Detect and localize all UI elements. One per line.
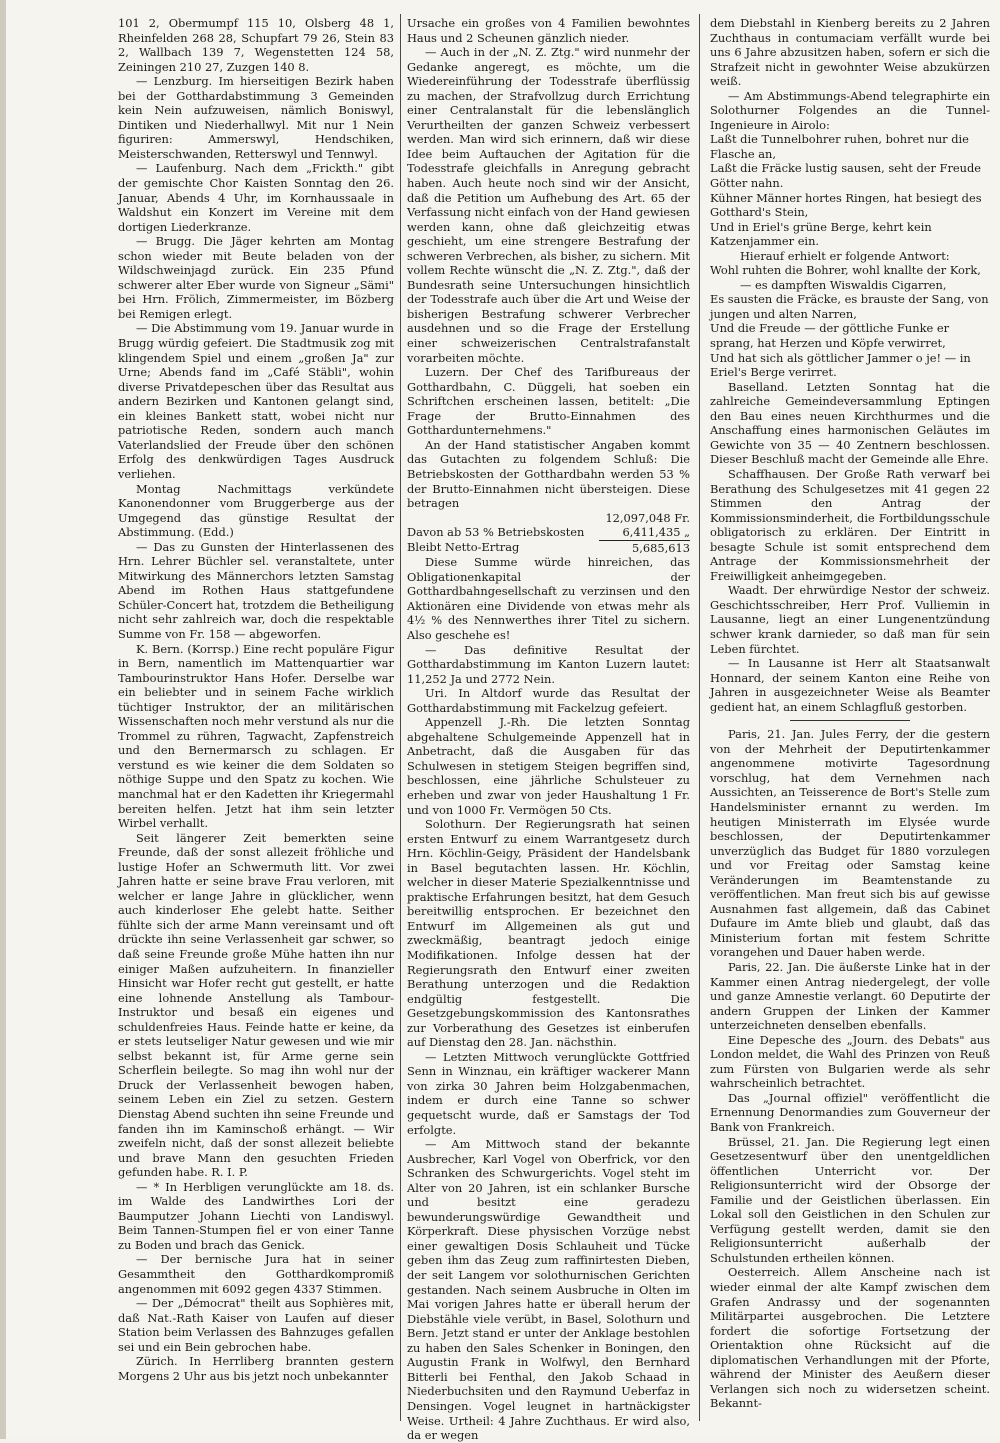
- article-paragraph: Oesterreich. Allem Anscheine nach ist wieder einmal der alte Kampf zwischen dem Grafen Andrassy und der sogenannten Militärpartei ausgebrochen. Die Letztere fordert die sofortige Fortsetzung der Orientaktion ohne Rücksicht auf die diplomatischen Verhandlungen mit der Pforte, während der Minister des Aeußern dieser Verlangen sich noch zu widersetzen scheint. Bekannt-: [710, 1265, 990, 1411]
- article-paragraph: — Lenzburg. Im hierseitigen Bezirk haben bei der Gotthardabstimmung 3 Gemeinden kein Nein aufzuweisen, nämlich Boniswyl, Dintiken und Niederhallwyl. Mit nur 1 Nein figuriren: Ammerswyl, Hendschiken, Meisterschwanden, Retterswyl und Tennwyl.: [118, 74, 394, 161]
- calc-label: [407, 511, 599, 526]
- calc-label: Davon ab 53 % Betriebskosten: [407, 525, 585, 540]
- article-paragraph: Seit längerer Zeit bemerkten seine Freunde, daß der sonst allezeit fröhliche und lustige Hofer an Schwermuth litt. Vor zwei Jahren hatte er seine brave Frau verloren, mit welcher er lange Jahre in glücklicher, wenn auch kinderloser Ehe gelebt hatte. Seither fühlte sich der arme Mann vereinsamt und oft drückte ihn seine Verlassenheit gar schwer, so daß seine Freunde große Mühe hatten ihn nur einiger Maßen aufzuheitern. In finanzieller Hinsicht war Hofer recht gut gestellt, er hatte eine lohnende Anstellung als Tambour-Instruktor und besaß ein eigenes und schuldenfreies Haus. Feinde hatte er keine, da er stets leutseliger Natur gewesen und wie mir selbst bekannt ist, für Arme gerne sein Scherflein beilegte. So mag ihn wohl nur der Druck der Verlassenheit bewogen haben, seinem Leben ein Ziel zu setzen. Gestern Dienstag Abend suchten ihn seine Freunde und fanden ihn im Kaminschoß erhängt. — Wir zweifeln nicht, daß der sonst allezeit beliebte und brave Mann den gesuchten Frieden gefunden habe. R. I. P.: [118, 830, 394, 1180]
- poem-line: Es sausten die Fräcke, es brauste der Sang, von jungen und alten Narren,: [710, 292, 989, 321]
- poem-line: Laßt die Fräcke lustig sausen, seht der Freude Götter nahn.: [710, 161, 982, 191]
- poem-line: Hierauf erhielt er folgende Antwort:: [740, 248, 950, 263]
- article-paragraph: — Brugg. Die Jäger kehrten am Montag schon wieder mit Beute beladen von der Wildschweinjagd zurück. Ein 235 Pfund schwerer alter Eber wurde von Signeur „Sämi" bei Hrn. Frölich, Zimmermeister, im Bözberg bei Remigen erlegt.: [118, 234, 394, 321]
- article-paragraph: — Die Abstimmung vom 19. Januar wurde in Brugg würdig gefeiert. Die Stadtmusik zog mit klingendem Spiel und einem „großen Ja" zur Urne; Abends fand im „Café Stäbli", wohin diverse Privatdepeschen über das Resultat aus andern Bezirken und Kantonen gelangt sind, ein kleines Bankett statt, wobei nicht nur patriotische Reden, sondern auch manch Vaterlandslied der Freude über den schönen Erfolg des denkwürdigen Tages Ausdruck verliehen.: [118, 321, 394, 481]
- article-paragraph: Das „Journal offiziel" veröffentlicht die Ernennung Denormandies zum Gouverneur der Bank von Frankreich.: [710, 1090, 990, 1135]
- calc-value: 12,097,048 Fr.: [605, 510, 690, 525]
- article-paragraph: An der Hand statistischer Angaben kommt das Gutachten zu folgendem Schluß: Die Betriebskosten der Gotthardbahn werden 53 % der Brutto-Einnahmen nicht übersteigen. Diese betragen: [407, 437, 690, 511]
- calc-row: [407, 540, 690, 555]
- article-paragraph: — Am Abstimmungs-Abend telegraphirte ein Solothurner Folgendes an die Tunnel-Ingenieure in Airolo:: [710, 88, 990, 132]
- article-paragraph: Zürich. In Herrliberg brannten gestern Morgens 2 Uhr aus bis jetzt noch unbekannter: [118, 1354, 394, 1383]
- article-paragraph: dem Diebstahl in Kienberg bereits zu 2 Jahren Zuchthaus in contumaciam verfällt wurde bei uns 6 Jahre abzusitzen haben, sofern er sich die Strafzeit nicht in gewohnter Weise abzukürzen weiß.: [710, 16, 990, 89]
- poem-line: Laßt die Tunnelbohrer ruhen, bohret nur die Flasche an,: [710, 132, 969, 161]
- article-paragraph: Eine Depesche des „Journ. des Debats" aus London meldet, die Wahl des Prinzen von Reuß zum Fürsten von Bulgarien werde als sehr wahrscheinlich betrachtet.: [710, 1032, 990, 1091]
- column-rule: [699, 14, 700, 1421]
- article-paragraph: Paris, 21. Jan. Jules Ferry, der die gestern von der Mehrheit der Deputirtenkammer angenommene motivirte Tagesordnung vorschlug, hat dem Vernehmen nach Aussichten, an Teisserence de Bort's Stelle zum Handelsminister ernannt zu werden. Im heutigen Ministerrath im Elysée wurde beschlossen, der Deputirtenkammer unverzüglich das Budget für 1880 vorzulegen und vor Freitag oder Samstag keine Veränderungen im Beamtenstande zu veröffentlichen. Man freut sich bis auf gewisse Ausnahmen fast allgemein, daß das Cabinet Dufaure im Amte blieb und glaubt, daß das Ministerium fortan mit festem Schritte vorangehen und Dauer haben werde.: [710, 727, 990, 960]
- calc-value: 6,411,435 „: [599, 525, 690, 540]
- poem-line: — es dampften Wiswaldis Cigarren,: [740, 277, 947, 292]
- article-paragraph: 101 2, Obermumpf 115 10, Olsberg 48 1, Rheinfelden 268 28, Schupfart 79 26, Stein 83 2, Wallbach 139 7, Wegenstetten 124 58, Zeiningen 210 27, Zuzgen 140 8.: [118, 16, 394, 74]
- calc-row: [407, 511, 690, 526]
- poem-line: Und hat sich als göttlicher Jammer o je! — in Eriel's Berge verirret.: [710, 350, 971, 380]
- article-paragraph: Baselland. Letzten Sonntag hat die zahlreiche Gemeindeversammlung Eptingen den Bau eines neuen Kirchthurmes und die Anschaffung eines harmonischen Geläutes im Gewichte von 35 — 40 Zentnern beschlossen. Dieser Beschluß macht der Gemeinde alle Ehre.: [710, 379, 990, 467]
- article-paragraph: Waadt. Der ehrwürdige Nestor der schweiz. Geschichtsschreiber, Herr Prof. Vulliemin in Lausanne, liegt an einer Lungenentzündung schwer krank darnieder, so daß man für sein Leben fürchtet.: [710, 583, 990, 656]
- column-rule: [400, 14, 401, 1421]
- article-paragraph: — Am Mittwoch stand der bekannte Ausbrecher, Karl Vogel von Oberfrick, vor den Schranken des Schwurgerichts. Vogel steht im Alter von 20 Jahren, ist ein schlanker Bursche und besitzt eine geradezu bewunderungswürdige Gewandtheit und Körperkraft. Diese physischen Vorzüge nebst einer gewaltigen Dosis Schlauheit und Tücke geben ihm das Zeug zum raffinirtesten Dieben, der seit Langem vor solothurnischen Gerichten gestanden. Nach seinem Ausbruche in Olten im Mai vorigen Jahres hatte er überall herum der Diebstähle viele verübt, in Basel, Solothurn und Bern. Jetzt stand er unter der Anklage bestohlen zu haben den Sales Schenker in Boningen, den Augustin Frank in Wolfwyl, den Bernhard Bitterli bei Fenthal, den Jakob Schaad in Niederbuchsiten und den Raymund Ueberfaz in Densingen. Vogel leugnet in hartnäckigster Weise. Urtheil: 4 Jahre Zuchthaus. Er wird also, da er wegen: [407, 1137, 690, 1443]
- calc-row: [407, 525, 690, 540]
- article-paragraph: — Der „Démocrat" theilt aus Sophières mit, daß Nat.-Rath Kaiser von Laufen auf dieser Station beim Verlassen des Bahnzuges gefallen sei und ein Bein gebrochen habe.: [118, 1296, 394, 1354]
- column-2: [407, 16, 691, 1443]
- column-3: [710, 16, 990, 1413]
- column-1: [118, 16, 394, 1413]
- article-paragraph: — Auch in der „N. Z. Ztg." wird nunmehr der Gedanke angeregt, es möchte, um die Wiedereinführung der Todesstrafe überflüssig zu machen, der Strafvollzug durch Errichtung einer Centralanstalt für die lebenslänglich Verurtheilten der ganzen Schweiz verbessert werden. Man wird sich erinnern, daß wir diese Idee beim Auftauchen der Agitation für die Todesstrafe gleichfalls in Anregung gebracht haben. Auch heute noch sind wir der Ansicht, daß die Petition um Aufhebung des Art. 65 der Verfassung nicht einfach von der Hand gewiesen werden kann, ohne daß gleichzeitig etwas geschieht, um eine strengere Bestrafung der schweren Verbrechen, als bisher, zu sichern. Mit vollem Rechte wünscht die „N. Z. Ztg.", daß der Bundesrath seine Untersuchungen hinsichtlich der Todesstrafe auch über die Art und Weise der bisherigen Bestrafung schwerer Verbrecher ausdehnen und so die Frage der Erstellung einer schweizerischen Centralstrafanstalt vorarbeiten möchte.: [407, 45, 691, 365]
- poem-line: Kühner Männer hortes Ringen, hat besiegt des Gotthard's Stein,: [710, 190, 982, 220]
- revenue-calculation-table: [407, 511, 690, 556]
- article-paragraph: Diese Summe würde hinreichen, das Obligationenkapital der Gotthardbahngesellschaft zu verzinsen und den Aktionären eine Dividende von etwas mehr als 4½ % des Nennwerthes ihrer Titel zu sichern. Also geschehe es!: [407, 555, 690, 642]
- article-paragraph: Montag Nachmittags verkündete Kanonendonner vom Bruggerberge aus der Umgegend das günstige Resultat der Abstimmung. (Edd.): [118, 481, 394, 540]
- article-paragraph: — Das zu Gunsten der Hinterlassenen des Hrn. Lehrer Büchler sel. veranstaltete, unter Mitwirkung des Männerchors letzten Samstag Abend im Rothen Haus stattgefundene Schüler-Concert hat, trotzdem die Betheiligung nicht sehr zahlreich war, doch die respektable Summe von Fr. 158 — abgeworfen.: [118, 539, 394, 641]
- article-paragraph: — Letzten Mittwoch verunglückte Gottfried Senn in Winznau, ein kräftiger wackerer Mann von zirka 30 Jahren beim Holzgabenmachen, indem er durch eine Tanne so schwer gequetscht wurde, daß er Samstags der Tod erfolgte.: [407, 1049, 690, 1137]
- article-paragraph: Paris, 22. Jan. Die äußerste Linke hat in der Kammer einen Antrag niedergelegt, der volle und ganze Amnestie verlangt. 60 Deputirte der andern Gruppen der Linken der Kammer unterzeichneten denselben ebenfalls.: [710, 960, 990, 1033]
- article-paragraph: — Das definitive Resultat der Gotthardabstimmung im Kanton Luzern lautet: 11,252 Ja und 2772 Nein.: [407, 642, 690, 686]
- article-paragraph: Ursache ein großes von 4 Familien bewohntes Haus und 2 Scheunen gänzlich nieder.: [407, 16, 690, 45]
- article-paragraph: — * In Herbligen verunglückte am 18. ds. im Walde des Landwirthes Lori der Baumputzer Johann Liechti von Landiswyl. Beim Tannen-Stumpen fiel er von einer Tanne zu Boden und brach das Genick.: [118, 1179, 394, 1252]
- calc-label: Bleibt Netto-Ertrag: [407, 540, 520, 555]
- article-paragraph: — In Lausanne ist Herr alt Staatsanwalt Honnard, der seinem Kanton eine Reihe von Jahren in ausgezeichneter Weise als Beamter gedient hat, an einem Schlagfluß gestorben.: [710, 656, 990, 714]
- article-paragraph: K. Bern. (Korrsp.) Eine recht populäre Figur in Bern, namentlich im Mattenquartier war Tambourinstruktor Hans Hofer. Derselbe war ein beliebter und in seinem Fache wirklich tüchtiger Instruktor, der an militärischen Wissenschaften noch mehr verstund als nur die Trommel zu rühren, Tagwacht, Zapfenstreich und den Bernermarsch zu schlagen. Er verstund es wie keiner die dem Soldaten so nöthige Suppe und den Spatz zu kochen. Wie manchmal hat er den Kadetten ihr Kriegermahl bereiten helfen. Jetzt hat ihm sein letzter Wirbel verhallt.: [118, 641, 394, 831]
- article-paragraph: Schaffhausen. Der Große Rath verwarf bei Berathung des Schulgesetzes mit 41 gegen 22 Stimmen den Antrag der Kommissionsminderheit, die Fortbildungsschule obligatorisch zu erklären. Der Eintritt in besagte Schule ist somit entsprechend dem Antrage der Kommissionsmehrheit der Freiwilligkeit anheimgegeben.: [710, 466, 990, 583]
- article-paragraph: Uri. In Altdorf wurde das Resultat der Gotthardabstimmung mit Fackelzug gefeiert.: [407, 686, 690, 715]
- calc-value: 5,685,613: [632, 540, 690, 555]
- article-paragraph: Solothurn. Der Regierungsrath hat seinen ersten Entwurf zu einem Warrantgesetz durch Hrn. Köchlin-Geigy, Präsident der Handelsbank in Basel begutachten lassen. Hr. Köchlin, welcher in dieser Materie Spezialkenntnisse und praktische Erfahrungen besitzt, hat dem Gesuch bereitwillig entsprochen. Er bezeichnet den Entwurf im Allgemeinen als gut und zweckmäßig, beantragt jedoch einige Modifikationen. Infolge dessen hat der Regierungsrath den Entwurf einer zweiten Berathung unterzogen und die Redaktion endgültig festgestellt. Die Gesetzgebungskommission des Kantonsrathes zur Vorberathung des Gesetzes ist einberufen auf Dienstag den 28. Jan. nächsthin.: [407, 817, 690, 1050]
- section-divider: [790, 720, 910, 721]
- poem-line: Und die Freude — der göttliche Funke er sprang, hat Herzen und Köpfe verwirret,: [710, 321, 950, 351]
- article-paragraph: Brüssel, 21. Jan. Die Regierung legt einen Gesetzesentwurf über den unentgeldlichen öffentlichen Unterricht vor. Der Religionsunterricht wird der Obsorge der Familie und der Geistlichen überlassen. Ein Lokal soll den Geistlichen in den Schulen zur Verfügung gestellt werden, damit sie den Religionsunterricht außerhalb der Schulstunden ertheilen können.: [710, 1134, 990, 1265]
- poem-line: Und in Eriel's grüne Berge, kehrt kein Katzenjammer ein.: [710, 219, 932, 249]
- article-paragraph: — Der bernische Jura hat in seiner Gesammtheit den Gotthardkompromiß angenommen mit 6092 gegen 4337 Stimmen.: [118, 1252, 394, 1296]
- article-paragraph: Appenzell J.-Rh. Die letzten Sonntag abgehaltene Schulgemeinde Appenzell hat in Anbetracht, daß die Ausgaben für das Schulwesen in stetigem Steigen begriffen sind, beschlossen, eine jährliche Schulsteuer zu erheben und zwar von jeder Haushaltung 1 Fr. und von 1000 Fr. Vermögen 50 Cts.: [407, 715, 690, 817]
- article-paragraph: — Laufenburg. Nach dem „Frickth." gibt der gemischte Chor Kaisten Sonntag den 26. Januar, Abends 4 Uhr, im Kornhaussaale in Waldshut ein Konzert im Vereine mit dem dortigen Liederkranze.: [118, 161, 394, 234]
- poem-line: Wohl ruhten die Bohrer, wohl knallte der Kork,: [710, 263, 981, 278]
- article-paragraph: Luzern. Der Chef des Tarifbureaus der Gotthardbahn, C. Düggeli, hat soeben ein Schriftchen erscheinen lassen, betitelt: „Die Frage der Brutto-Einnahmen des Gotthardunternehmens.": [407, 365, 690, 438]
